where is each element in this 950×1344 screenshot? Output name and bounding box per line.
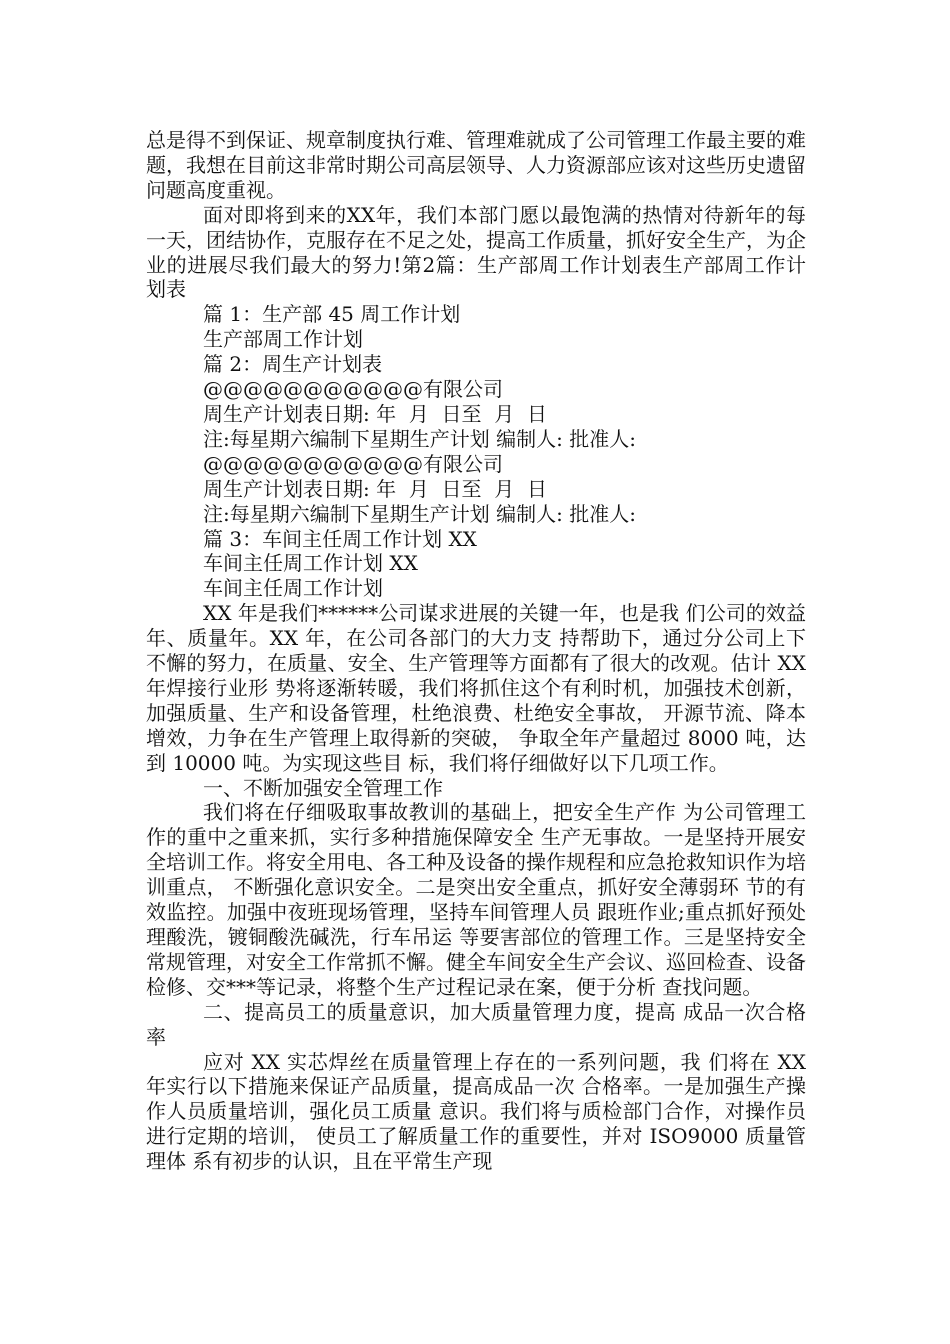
section-heading: 一、不断加强安全管理工作 <box>203 775 443 800</box>
paragraph: 应对 XX 实芯焊丝在质量管理上存在的一系列问题，我 们将在 XX 年实行以下措施来保证产品质量，提高成品一次 合格率。一是加强生产操作人员质量培训，强化员工质量 意识。我们将与质检部门合作，对操作员进行定期的培训， 使员工了解质量工作的重要性，并对 ISO9000 质量管理体 系有初步的认识，且在平常生产现 <box>146 1049 806 1174</box>
document-body <box>146 128 806 1174</box>
heading-line: 篇 3：车间主任周工作计划 XX <box>203 526 477 551</box>
heading-line: 篇 1：生产部 45 周工作计划 <box>203 302 461 327</box>
date-line: 周生产计划表日期: 年 月 日至 月 日 <box>203 476 547 501</box>
heading-line: 生产部周工作计划 <box>203 327 363 352</box>
note-line: 注:每星期六编制下星期生产计划 编制人: 批准人: <box>203 501 636 526</box>
company-line: @@@@@@@@@@@有限公司 <box>203 377 503 402</box>
paragraph: XX 年是我们******公司谋求进展的关键一年，也是我 们公司的效益年、质量年。XX 年，在公司各部门的大力支 持帮助下，通过分公司上下不懈的努力，在质量、安全、生产管理等方面都有了很大的改观。估计 XX 年焊接行业形 势将逐渐转暖，我们将抓住这个有利时机，加强技术创新， 加强质量、生产和设备管理，杜绝浪费、杜绝安全事故， 开源节流、降本增效，力争在生产管理上取得新的突破， 争取全年产量超过 8000 吨，达到 10000 吨。为实现这些目 标，我们将仔细做好以下几项工作。 <box>146 601 806 775</box>
heading-line: 车间主任周工作计划 <box>203 576 383 601</box>
paragraph: 面对即将到来的XX年，我们本部门愿以最饱满的热情对待新年的每一天，团结协作，克服存在不足之处，提高工作质量，抓好安全生产，为企业的进展尽我们最大的努力!第2篇：生产部周工作计划表生产部周工作计划表 <box>146 202 806 302</box>
paragraph: 总是得不到保证、规章制度执行难、管理难就成了公司管理工作最主要的难题，我想在目前这非常时期公司高层领导、人力资源部应该对这些历史遗留问题高度重视。 <box>146 128 806 202</box>
heading-line: 车间主任周工作计划 XX <box>203 551 418 576</box>
date-line: 周生产计划表日期: 年 月 日至 月 日 <box>203 401 547 426</box>
paragraph: 我们将在仔细吸取事故教训的基础上，把安全生产作 为公司管理工作的重中之重来抓，实行多种措施保障安全 生产无事故。一是坚持开展安全培训工作。将安全用电、各工种及设备的操作规程和应急抢救知识作为培训重点， 不断强化意识安全。二是突出安全重点，抓好安全薄弱环 节的有效监控。加强中夜班现场管理，坚持车间管理人员 跟班作业;重点抓好预处理酸洗，镀铜酸洗碱洗，行车吊运 等要害部位的管理工作。三是坚持安全常规管理，对安全工作常抓不懈。健全车间安全生产会议、巡回检查、设备 检修、交***等记录，将整个生产过程记录在案，便于分析 查找问题。 <box>146 800 806 999</box>
heading-line: 篇 2：周生产计划表 <box>203 352 383 377</box>
company-line: @@@@@@@@@@@有限公司 <box>203 451 503 476</box>
section-heading: 二、提高员工的质量意识，加大质量管理力度，提高 成品一次合格率 <box>146 999 806 1049</box>
note-line: 注:每星期六编制下星期生产计划 编制人: 批准人: <box>203 426 636 451</box>
